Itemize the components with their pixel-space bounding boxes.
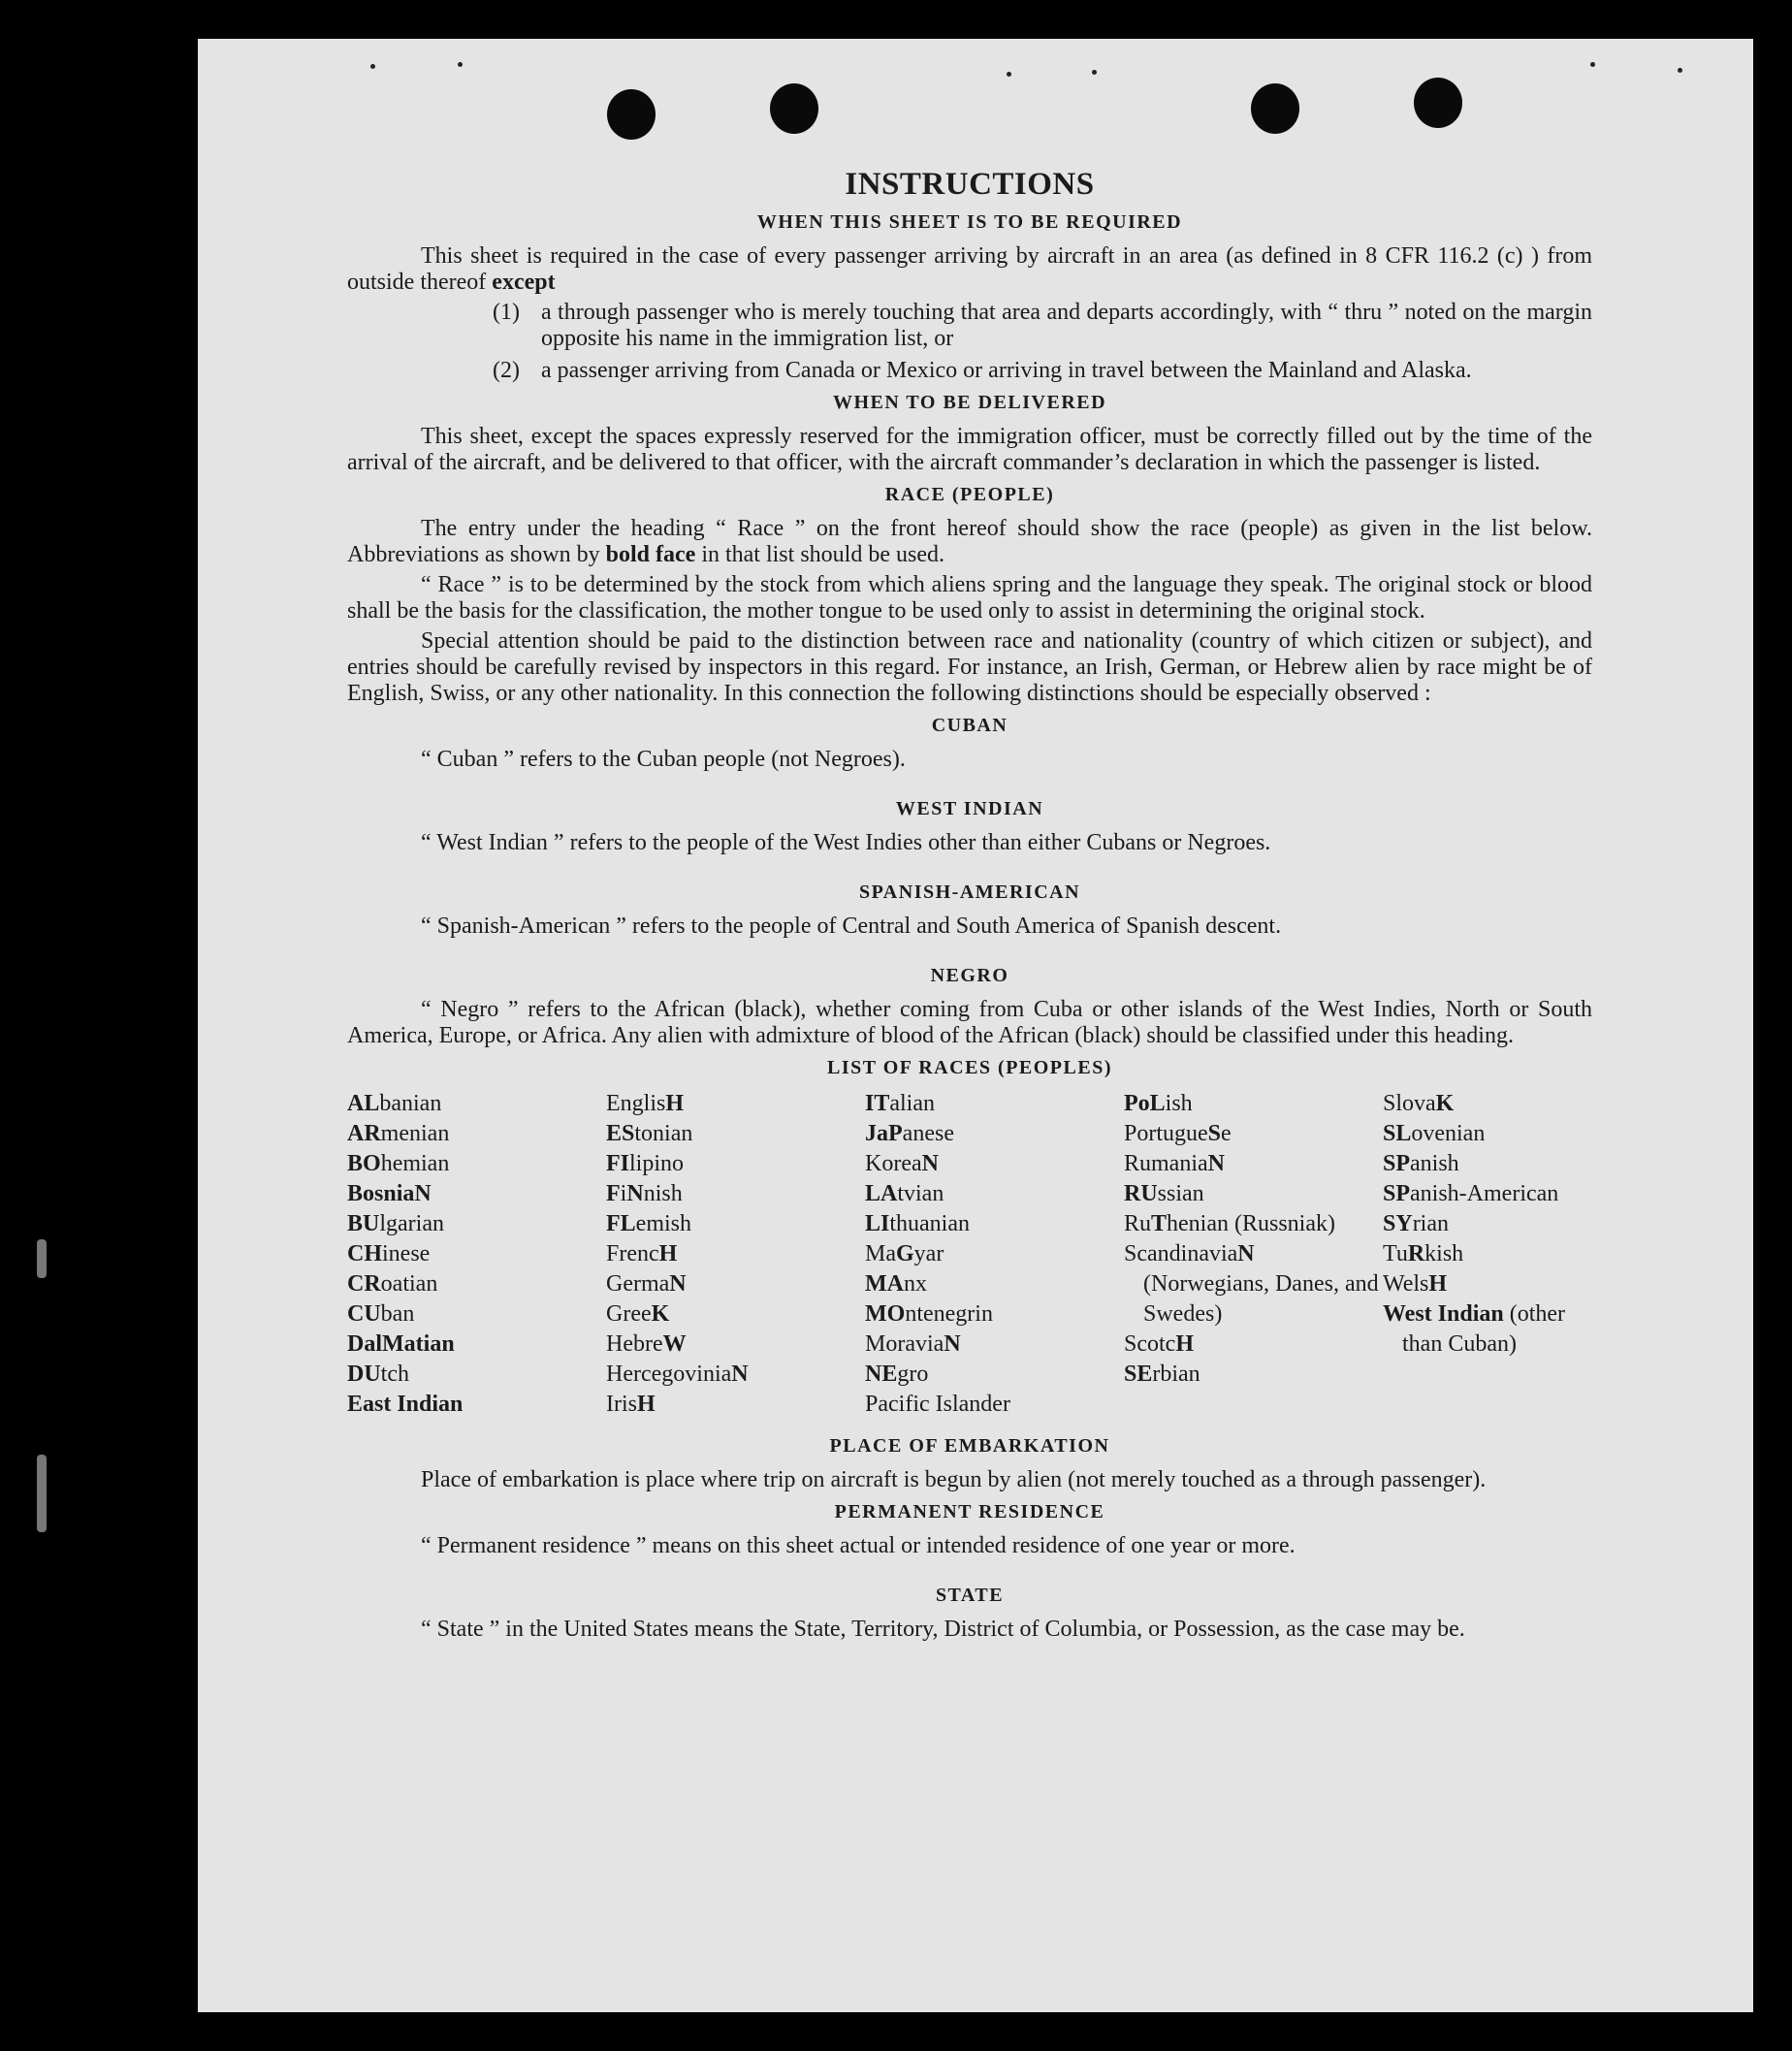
speck <box>1007 72 1011 77</box>
races-column <box>1124 1089 1383 1420</box>
heading-race: RACE (PEOPLE) <box>884 484 1055 505</box>
race-entry: ITalian <box>865 1091 935 1116</box>
race-entry: ScotcH <box>1124 1331 1194 1357</box>
race-entry: CHinese <box>347 1241 431 1266</box>
race-entry: MOntenegrin <box>865 1301 993 1327</box>
race-paragraph-1: The entry under the heading “ Race ” on the front hereof should show the race (people) as given in the list below. Abbreviations as shown by bold face in that list should be used. <box>347 516 1592 567</box>
race-entry: LIthuanian <box>865 1211 970 1236</box>
speck <box>1092 70 1097 75</box>
west-indian-text: “ West Indian ” refers to the people of the West Indies other than either Cubans or Negroes. <box>421 830 1271 855</box>
race-entry: SYrian <box>1383 1211 1449 1236</box>
race-entry: FLemish <box>606 1211 691 1236</box>
punch-hole <box>770 83 818 134</box>
punch-hole <box>1251 83 1299 134</box>
race-entry: FrencH <box>606 1241 678 1266</box>
race-entry: RumaniaN <box>1124 1151 1225 1176</box>
race-entry: IrisH <box>606 1392 656 1417</box>
heading-negro: NEGRO <box>930 965 1009 986</box>
race-entry: SlovaK <box>1383 1091 1455 1116</box>
race-entry: CUban <box>347 1301 415 1327</box>
scan-artifact <box>37 1239 47 1278</box>
cuban-text: “ Cuban ” refers to the Cuban people (not Negroes). <box>421 747 906 772</box>
heading-list-of-races: LIST OF RACES (PEOPLES) <box>826 1057 1112 1078</box>
heading-cuban: CUBAN <box>931 715 1008 736</box>
embarkation-text: Place of embarkation is place where trip on aircraft is begun by alien (not merely touched as a through passenger). <box>421 1467 1487 1492</box>
race-entry: PortugueSe <box>1124 1121 1232 1146</box>
race-entry: BOhemian <box>347 1151 450 1176</box>
race-entry: FIlipino <box>606 1151 685 1176</box>
race-entry: MAnx <box>865 1271 927 1297</box>
race-entry: TuRkish <box>1383 1241 1464 1266</box>
punch-hole <box>607 89 656 140</box>
heading-west-indian: WEST INDIAN <box>895 798 1044 819</box>
heading-spanish-american: SPANISH-AMERICAN <box>858 881 1081 903</box>
heading-delivered: WHEN TO BE DELIVERED <box>832 392 1107 413</box>
speck <box>1678 68 1682 73</box>
speck <box>370 64 375 69</box>
race-entry: NEgro <box>865 1362 929 1387</box>
race-entry: Pacific Islander <box>865 1392 1010 1417</box>
race-entry: JaPanese <box>865 1121 954 1146</box>
heading-state: STATE <box>935 1585 1005 1606</box>
race-entry: ScandinaviaN (Norwegians, Danes, and Swedes) <box>1124 1241 1379 1327</box>
scan-artifact <box>37 1455 47 1532</box>
race-entry: WelsH <box>1383 1271 1448 1297</box>
race-entry: HebreW <box>606 1331 687 1357</box>
delivered-text: This sheet, except the spaces expressly reserved for the immigration officer, must be correctly filled out by the time of the arrival of the aircraft, and be delivered to that officer, with the aircraft commander’s declaration in which the passenger is listed. <box>347 424 1592 475</box>
race-entry: BUlgarian <box>347 1211 444 1236</box>
race-entry: MaGyar <box>865 1241 944 1266</box>
race-entry: East Indian <box>347 1392 464 1417</box>
race-entry: West Indian (other than Cuban) <box>1383 1301 1566 1357</box>
race-entry: RuThenian (Russniak) <box>1124 1211 1335 1236</box>
race-entry: LAtvian <box>865 1181 944 1206</box>
exception-item: (1) a through passenger who is merely touching that area and departs accordingly, with “ thru ” noted on the margin opposite his name in the immigration list, or <box>493 300 1592 351</box>
race-entry: GermaN <box>606 1271 687 1297</box>
race-entry: SLovenian <box>1383 1121 1486 1146</box>
heading-residence: PERMANENT RESIDENCE <box>834 1501 1105 1522</box>
race-entry: DalMatian <box>347 1331 455 1357</box>
negro-text: “ Negro ” refers to the African (black), whether coming from Cuba or other islands of the West Indies, North or South America, Europe, or Africa. Any alien with admixture of blood of the African (black) should be classified under this heading. <box>347 997 1592 1048</box>
races-column <box>347 1089 606 1420</box>
races-column <box>865 1089 1124 1420</box>
heading-embarkation: PLACE OF EMBARKATION <box>829 1435 1110 1457</box>
spanish-american-text: “ Spanish-American ” refers to the people of Central and South America of Spanish descent. <box>421 913 1282 939</box>
heading-required: WHEN THIS SHEET IS TO BE REQUIRED <box>756 211 1183 233</box>
races-list <box>347 1089 1592 1420</box>
race-entry: DUtch <box>347 1362 409 1387</box>
race-entry: KoreaN <box>865 1151 939 1176</box>
race-entry: RUssian <box>1124 1181 1204 1206</box>
race-entry: BosniaN <box>347 1181 432 1206</box>
state-text: “ State ” in the United States means the State, Territory, District of Columbia, or Possession, as the case may be. <box>421 1617 1465 1642</box>
race-paragraph-2: “ Race ” is to be determined by the stock from which aliens spring and the language they speak. The original stock or blood shall be the basis for the classification, the mother tongue to be used only to assist in determining the original stock. <box>347 572 1592 624</box>
race-paragraph-3: Special attention should be paid to the distinction between race and nationality (country of which citizen or subject), and entries should be carefully revised by inspectors in this regard. For instance, an Irish, German, or Hebrew alien by race might be of English, Swiss, or any other nationality. In this connection the following distinctions should be especially observed : <box>347 628 1592 706</box>
races-column <box>1383 1089 1592 1420</box>
required-intro: This sheet is required in the case of every passenger arriving by aircraft in an area (as defined in 8 CFR 116.2 (c) ) from outside thereof except <box>347 243 1592 295</box>
race-entry: FiNnish <box>606 1181 683 1206</box>
race-entry: GreeK <box>606 1301 670 1327</box>
race-entry: EStonian <box>606 1121 693 1146</box>
race-entry: SPanish <box>1383 1151 1459 1176</box>
race-entry: EnglisH <box>606 1091 685 1116</box>
page-title: INSTRUCTIONS <box>845 167 1095 202</box>
race-entry: CRoatian <box>347 1271 438 1297</box>
races-column <box>606 1089 865 1420</box>
residence-text: “ Permanent residence ” means on this sheet actual or intended residence of one year or more. <box>421 1533 1296 1558</box>
race-entry: SPanish-American <box>1383 1181 1559 1206</box>
race-entry: SErbian <box>1124 1362 1200 1387</box>
race-entry: ALbanian <box>347 1091 442 1116</box>
race-entry: PoLish <box>1124 1091 1193 1116</box>
speck <box>458 62 463 67</box>
punch-hole <box>1414 78 1462 128</box>
race-entry: MoraviaN <box>865 1331 961 1357</box>
race-entry: HercegoviniaN <box>606 1362 749 1387</box>
instructions-content <box>347 165 1592 1647</box>
race-entry: ARmenian <box>347 1121 450 1146</box>
speck <box>1590 62 1595 67</box>
exception-item: (2) a passenger arriving from Canada or Mexico or arriving in travel between the Mainland and Alaska. <box>493 358 1472 383</box>
